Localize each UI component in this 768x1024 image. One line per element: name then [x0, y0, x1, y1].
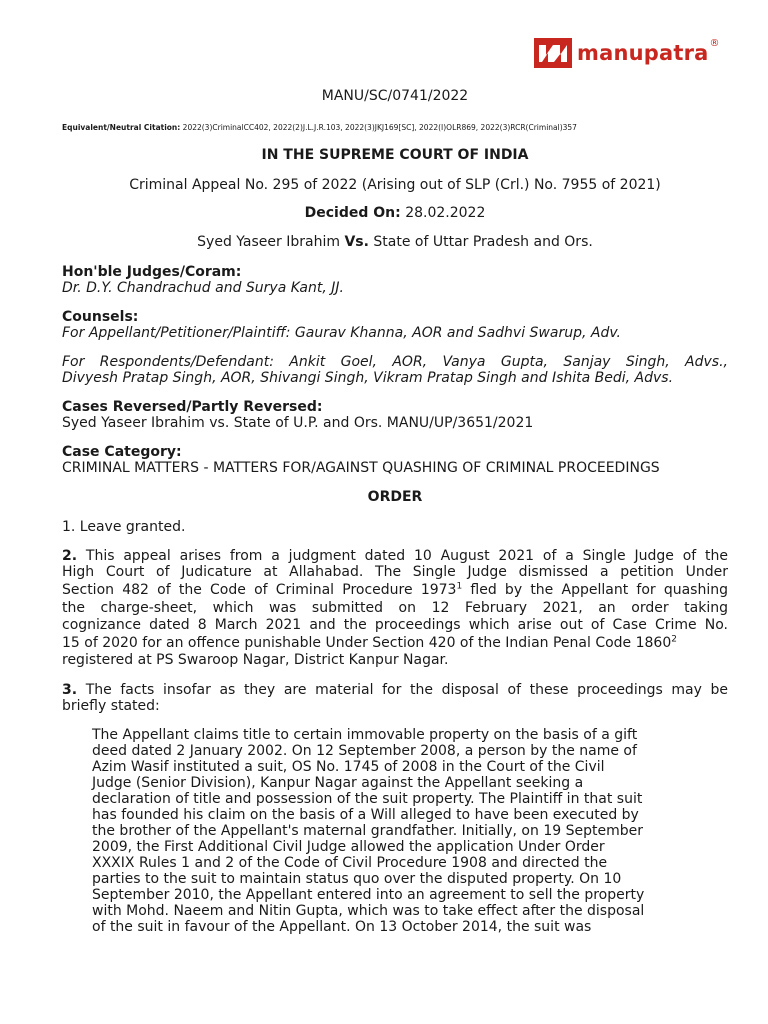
quote-line: declaration of title and possession of the suit property. The Plaintiff in that suit — [92, 791, 643, 807]
versus: Vs. — [344, 234, 369, 250]
category-label: Case Category: — [62, 444, 182, 460]
paragraph-3-line-1 — [62, 682, 728, 698]
quote-line: The Appellant claims title to certain immovable property on the basis of a gift — [92, 727, 638, 743]
brand-name: manupatra — [577, 41, 709, 65]
case-category: CRIMINAL MATTERS - MATTERS FOR/AGAINST QUASHING OF CRIMINAL PROCEEDINGS — [62, 460, 660, 476]
citation-text: 2022(3)CriminalCC402, 2022(2)J.L.J.R.103, 2022(3)JKJ169[SC], 2022(I)OLR869, 2022(3)RCR(Criminal)357 — [182, 123, 577, 132]
manupatra-logo-icon — [534, 38, 572, 68]
quote-line: has founded his claim on the basis of a Will alleged to have been executed by — [92, 807, 639, 823]
quote-line: Judge (Senior Division), Kanpur Nagar against the Appellant seeking a — [92, 775, 584, 791]
manu-id: MANU/SC/0741/2022 — [321, 88, 469, 104]
party-appellant: Syed Yaseer Ibrahim — [197, 234, 340, 250]
paragraph-2-line-6 — [62, 635, 728, 651]
paragraph-2-line-7: registered at PS Swaroop Nagar, District Kanpur Nagar. — [62, 652, 449, 668]
footnote-2-marker[interactable]: 2 — [671, 634, 677, 645]
paragraph-1: 1. Leave granted. — [62, 519, 186, 535]
paragraph-3-number: 3. — [62, 682, 78, 698]
brand-registered-mark: ® — [709, 37, 720, 49]
quote-line: the brother of the Appellant's maternal grandfather. Initially, on 19 September — [92, 823, 643, 839]
paragraph-2-text-3b: fled by the Appellant for quashing — [462, 582, 729, 598]
quote-line: of the suit in favour of the Appellant. On 13 October 2014, the suit was — [92, 919, 592, 935]
counsel-respondent-line-1: For Respondents/Defendant: Ankit Goel, AOR, Vanya Gupta, Sanjay Singh, Advs., — [62, 354, 728, 370]
reversed-label: Cases Reversed/Partly Reversed: — [62, 399, 323, 415]
paragraph-2-text-6: 15 of 2020 for an offence punishable Under Section 420 of the Indian Penal Code 1860 — [62, 635, 672, 651]
quote-line: XXXIX Rules 1 and 2 of the Code of Civil Procedure 1908 and directed the — [92, 855, 608, 871]
citation-label: Equivalent/Neutral Citation: — [62, 123, 181, 132]
decided-on — [62, 205, 728, 221]
paragraph-2-line-5: cognizance dated 8 March 2021 and the proceedings which arise out of Case Crime No. — [62, 617, 728, 633]
paragraph-2-line-3 — [62, 582, 728, 598]
judges: Dr. D.Y. Chandrachud and Surya Kant, JJ. — [62, 280, 344, 296]
quote-line: with Mohd. Naeem and Nitin Gupta, which was to take effect after the disposal — [92, 903, 645, 919]
paragraph-2-text-3a: Section 482 of the Code of Criminal Procedure 1973 — [62, 582, 457, 598]
paragraph-2-line-1 — [62, 548, 728, 564]
case-parties — [62, 234, 728, 250]
paragraph-3-line-2: briefly stated: — [62, 698, 160, 714]
quote-line: 2009, the First Additional Civil Judge allowed the application Under Order — [92, 839, 605, 855]
counsel-appellant: For Appellant/Petitioner/Plaintiff: Gaurav Khanna, AOR and Sadhvi Swarup, Adv. — [62, 325, 621, 341]
paragraph-2-text-1: This appeal arises from a judgment dated 10 August 2021 of a Single Judge of the — [85, 548, 728, 564]
quote-line: deed dated 2 January 2002. On 12 September 2008, a person by the name of — [92, 743, 637, 759]
footnote-1-marker[interactable]: 1 — [456, 581, 463, 592]
judges-label: Hon'ble Judges/Coram: — [62, 264, 242, 280]
order-heading: ORDER — [367, 489, 423, 505]
paragraph-3-text-1: The facts insofar as they are material for the disposal of these proceedings may be — [85, 682, 729, 698]
court-name: IN THE SUPREME COURT OF INDIA — [261, 147, 529, 163]
quote-line: Azim Wasif instituted a suit, OS No. 1745 of 2008 in the Court of the Civil — [92, 759, 605, 775]
counsels-label: Counsels: — [62, 309, 139, 325]
citation-line — [62, 123, 728, 133]
quote-line: parties to the suit to maintain status quo over the disputed property. On 10 — [92, 871, 622, 887]
party-respondent: State of Uttar Pradesh and Ors. — [373, 234, 593, 250]
paragraph-2-line-4: the charge-sheet, which was submitted on 12 February 2021, an order taking — [62, 600, 728, 616]
decided-label: Decided On: — [304, 205, 401, 221]
paragraph-2-line-2: High Court of Judicature at Allahabad. The Single Judge dismissed a petition Under — [62, 564, 728, 580]
decided-date: 28.02.2022 — [405, 205, 486, 221]
manupatra-logo — [534, 36, 720, 70]
reversed-case: Syed Yaseer Ibrahim vs. State of U.P. and Ors. MANU/UP/3651/2021 — [62, 415, 534, 431]
counsel-respondent-line-2: Divyesh Pratap Singh, AOR, Shivangi Singh, Vikram Pratap Singh and Ishita Bedi, Advs. — [62, 370, 674, 386]
case-number: Criminal Appeal No. 295 of 2022 (Arising out of SLP (Crl.) No. 7955 of 2021) — [129, 177, 661, 193]
paragraph-2-number: 2. — [62, 548, 78, 564]
quote-line: September 2010, the Appellant entered into an agreement to sell the property — [92, 887, 645, 903]
